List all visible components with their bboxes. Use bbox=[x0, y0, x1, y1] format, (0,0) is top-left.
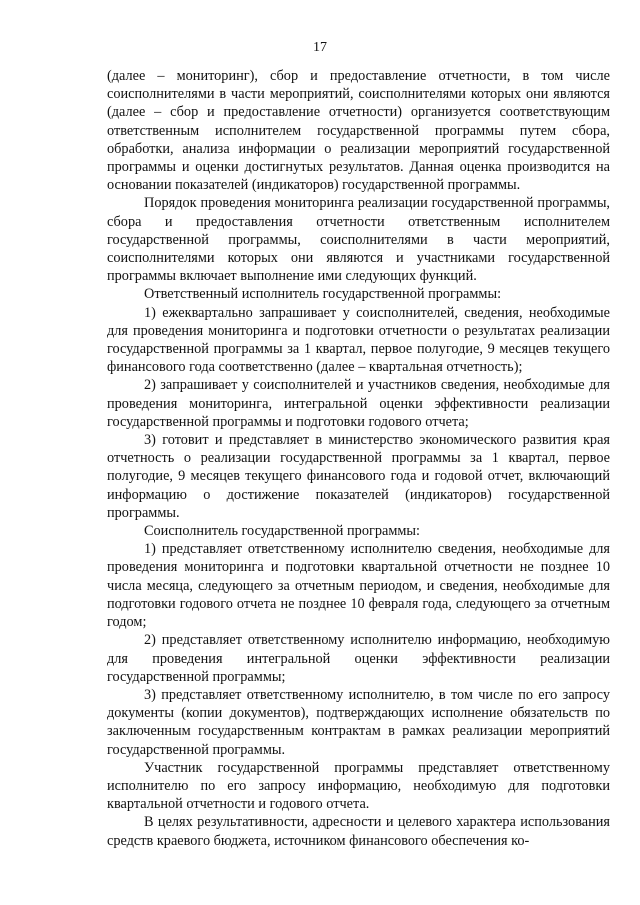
paragraph-co-executor-heading: Соисполнитель государственной программы: bbox=[144, 523, 420, 540]
paragraph-co-executor-item-2: 2) представляет ответственному исполнителю информацию, необходимую для проведения интегральной оценки эффективности реализации государственной программы; bbox=[107, 632, 610, 685]
paragraph-budget-purposes: В целях результативности, адресности и целевого характера использования средств краевого бюджета, источником финансового обеспечения ко- bbox=[107, 814, 610, 849]
paragraph-responsible-executor-heading: Ответственный исполнитель государственной программы: bbox=[144, 286, 502, 303]
paragraph-responsible-item-3: 3) готовит и представляет в министерство экономического развития края отчетность о реализации государственной программы за 1 квартал, первое полугодие, 9 месяцев текущего финансового года и годовой отчет, включающий информацию о достижение показателей (индикаторов) государственной программы. bbox=[107, 432, 610, 521]
document-body bbox=[107, 67, 610, 850]
paragraph-responsible-item-2: 2) запрашивает у соисполнителей и участников сведения, необходимые для проведения мониторинга, интегральной оценки эффективности реализации государственной программы и подготовки годового отчета; bbox=[107, 377, 610, 430]
paragraph-participant: Участник государственной программы представляет ответственному исполнителю по его запросу информацию, необходимую для подготовки квартальной отчетности и годового отчета. bbox=[107, 759, 610, 813]
paragraph-monitoring-procedure: Порядок проведения мониторинга реализации государственной программы, сбора и предоставления отчетности ответственным исполнителем государственной программы, соисполнителями в части мероприятий, соисполнителями которых они являются и участниками государственной программы включает выполнение ими следующих функций. bbox=[107, 195, 610, 285]
page-number: 17 bbox=[313, 40, 327, 55]
paragraph-co-executor-item-1: 1) представляет ответственному исполнителю сведения, необходимые для проведения мониторинга и подготовки квартальной отчетности не позднее 10 числа месяца, следующего за отчетным периодом, и сведения, необходимые для подготовки годового отчета не позднее 10 февраля года, следующего за отчетным годом; bbox=[107, 541, 610, 631]
paragraph-responsible-item-1: 1) ежеквартально запрашивает у соисполнителей, сведения, необходимые для проведения мониторинга и подготовки отчетности о результатах реализации государственной программы за 1 квартал, первое полугодие, 9 месяцев текущего финансового года соответственно (далее – квартальная отчетность); bbox=[107, 304, 610, 376]
paragraph-co-executor-item-3: 3) представляет ответственному исполнителю, в том числе по его запросу документы (копии документов), подтверждающих исполнение обязательств по заключенным государственным контрактам в рамках реализации мероприятий государственной программы. bbox=[107, 686, 610, 758]
paragraph-monitoring-continuation: (далее – мониторинг), сбор и предоставление отчетности, в том числе соисполнителями в части мероприятий, соисполнителями которых они являются (далее – сбор и предоставление отчетности) организуется соответствующим ответственным исполнителем государственной программы путем сбора, обработки, анализа информации о реализации мероприятий государственной программы и оценки достигнутых результатов. Данная оценка производится на основании показателей (индикаторов) государственной программы. bbox=[107, 68, 610, 194]
